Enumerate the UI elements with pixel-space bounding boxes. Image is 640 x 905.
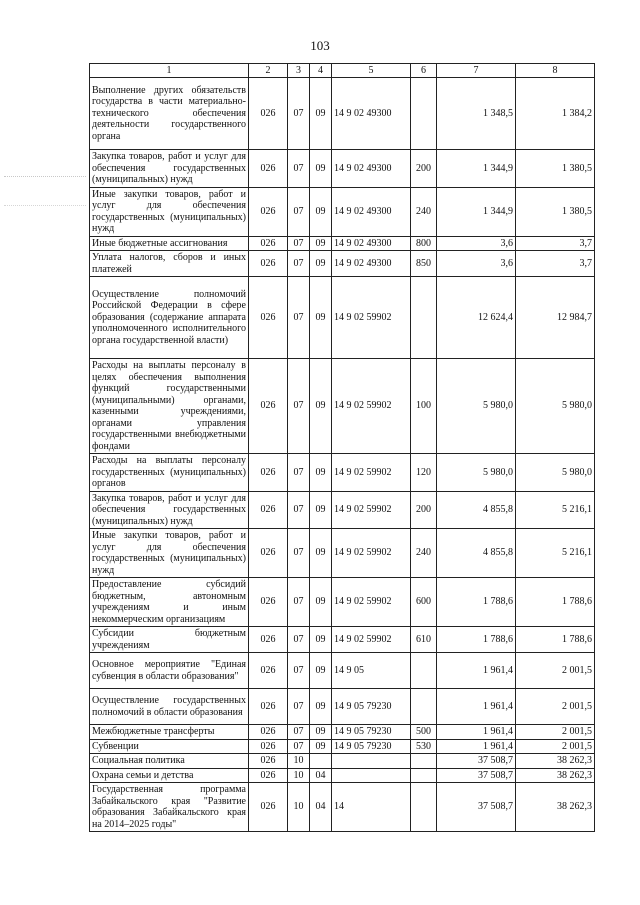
cell-amount-col8: 1 788,6 <box>516 627 595 653</box>
cell-admin-code: 026 <box>249 359 288 454</box>
cell-amount-col8: 2 001,5 <box>516 689 595 725</box>
cell-subsection: 09 <box>310 725 332 740</box>
cell-item-name: Иные закупки товаров, работ и услуг для обеспечения государственных (муниципальных) нужд <box>90 187 249 236</box>
cell-target-article: 14 9 02 59902 <box>332 277 411 359</box>
cell-expense-type <box>411 653 437 689</box>
cell-admin-code: 026 <box>249 725 288 740</box>
cell-section: 07 <box>288 627 310 653</box>
table-row <box>90 783 595 832</box>
cell-subsection: 09 <box>310 187 332 236</box>
table-row <box>90 578 595 627</box>
cell-admin-code: 026 <box>249 754 288 769</box>
cell-amount-col7: 1 961,4 <box>437 653 516 689</box>
cell-expense-type <box>411 277 437 359</box>
cell-item-name: Иные бюджетные ассигнования <box>90 236 249 251</box>
table-row <box>90 236 595 251</box>
cell-amount-col7: 3,6 <box>437 236 516 251</box>
cell-item-name: Основное мероприятие "Единая субвенция в области образования" <box>90 653 249 689</box>
table-row <box>90 689 595 725</box>
cell-expense-type: 600 <box>411 578 437 627</box>
cell-expense-type: 850 <box>411 251 437 277</box>
budget-table <box>89 63 594 832</box>
cell-amount-col8: 2 001,5 <box>516 725 595 740</box>
cell-admin-code: 026 <box>249 627 288 653</box>
cell-amount-col8: 2 001,5 <box>516 653 595 689</box>
cell-subsection: 09 <box>310 236 332 251</box>
cell-section: 07 <box>288 725 310 740</box>
cell-section: 07 <box>288 251 310 277</box>
cell-item-name: Выполнение других обязательств государства в части материально-технического обеспечения деятельности государственного органа <box>90 78 249 150</box>
table-row <box>90 754 595 769</box>
cell-amount-col7: 12 624,4 <box>437 277 516 359</box>
column-header-7: 7 <box>437 64 516 78</box>
cell-item-name: Расходы на выплаты персоналу государственных (муниципальных) органов <box>90 454 249 492</box>
column-header-3: 3 <box>288 64 310 78</box>
cell-amount-col7: 1 788,6 <box>437 627 516 653</box>
cell-amount-col7: 1 961,4 <box>437 725 516 740</box>
cell-section: 07 <box>288 277 310 359</box>
cell-subsection: 04 <box>310 783 332 832</box>
scan-artifact-dots <box>4 176 86 177</box>
cell-amount-col8: 38 262,3 <box>516 783 595 832</box>
table-row <box>90 150 595 188</box>
cell-expense-type <box>411 689 437 725</box>
cell-target-article: 14 9 05 79230 <box>332 725 411 740</box>
cell-amount-col7: 5 980,0 <box>437 454 516 492</box>
cell-section: 07 <box>288 236 310 251</box>
cell-subsection: 09 <box>310 627 332 653</box>
cell-amount-col8: 1 384,2 <box>516 78 595 150</box>
cell-admin-code: 026 <box>249 277 288 359</box>
cell-amount-col7: 1 344,9 <box>437 150 516 188</box>
cell-section: 07 <box>288 454 310 492</box>
table-body <box>90 78 595 832</box>
cell-expense-type: 100 <box>411 359 437 454</box>
cell-subsection: 09 <box>310 491 332 529</box>
cell-admin-code: 026 <box>249 529 288 578</box>
cell-amount-col7: 3,6 <box>437 251 516 277</box>
column-header-4: 4 <box>310 64 332 78</box>
cell-amount-col8: 5 980,0 <box>516 359 595 454</box>
cell-expense-type: 240 <box>411 187 437 236</box>
table-row <box>90 491 595 529</box>
cell-expense-type: 800 <box>411 236 437 251</box>
cell-section: 07 <box>288 187 310 236</box>
cell-item-name: Закупка товаров, работ и услуг для обеспечения государственных (муниципальных) нужд <box>90 491 249 529</box>
cell-admin-code: 026 <box>249 491 288 529</box>
cell-subsection: 09 <box>310 739 332 754</box>
cell-expense-type: 610 <box>411 627 437 653</box>
cell-target-article: 14 9 02 49300 <box>332 78 411 150</box>
cell-expense-type <box>411 78 437 150</box>
cell-section: 07 <box>288 78 310 150</box>
column-header-1: 1 <box>90 64 249 78</box>
cell-section: 07 <box>288 491 310 529</box>
table-row <box>90 454 595 492</box>
cell-section: 10 <box>288 783 310 832</box>
cell-amount-col8: 38 262,3 <box>516 754 595 769</box>
cell-subsection: 09 <box>310 277 332 359</box>
cell-amount-col7: 4 855,8 <box>437 529 516 578</box>
cell-subsection: 09 <box>310 359 332 454</box>
column-header-2: 2 <box>249 64 288 78</box>
table-row <box>90 187 595 236</box>
table-row <box>90 359 595 454</box>
table-row <box>90 277 595 359</box>
cell-amount-col8: 5 216,1 <box>516 529 595 578</box>
table-row <box>90 78 595 150</box>
scan-artifact-dots <box>4 205 86 206</box>
table-row <box>90 739 595 754</box>
cell-expense-type: 530 <box>411 739 437 754</box>
cell-item-name: Осуществление полномочий Российской Федерации в сфере образования (содержание аппарата уполномоченного исполнительного органа государственной власти) <box>90 277 249 359</box>
cell-target-article: 14 9 02 49300 <box>332 251 411 277</box>
cell-admin-code: 026 <box>249 78 288 150</box>
cell-section: 07 <box>288 529 310 578</box>
table-row <box>90 529 595 578</box>
cell-amount-col8: 1 788,6 <box>516 578 595 627</box>
column-header-6: 6 <box>411 64 437 78</box>
cell-amount-col7: 1 961,4 <box>437 739 516 754</box>
cell-expense-type <box>411 783 437 832</box>
cell-amount-col8: 2 001,5 <box>516 739 595 754</box>
cell-target-article: 14 9 02 49300 <box>332 150 411 188</box>
cell-admin-code: 026 <box>249 236 288 251</box>
cell-expense-type: 240 <box>411 529 437 578</box>
cell-item-name: Межбюджетные трансферты <box>90 725 249 740</box>
cell-admin-code: 026 <box>249 150 288 188</box>
cell-target-article <box>332 768 411 783</box>
cell-expense-type <box>411 768 437 783</box>
cell-target-article: 14 9 02 49300 <box>332 236 411 251</box>
cell-section: 07 <box>288 150 310 188</box>
cell-expense-type: 500 <box>411 725 437 740</box>
cell-target-article: 14 9 02 59902 <box>332 454 411 492</box>
table-row <box>90 768 595 783</box>
cell-admin-code: 026 <box>249 251 288 277</box>
cell-subsection: 09 <box>310 529 332 578</box>
cell-item-name: Охрана семьи и детства <box>90 768 249 783</box>
cell-amount-col8: 3,7 <box>516 251 595 277</box>
cell-amount-col8: 12 984,7 <box>516 277 595 359</box>
cell-section: 07 <box>288 739 310 754</box>
cell-target-article: 14 9 05 79230 <box>332 689 411 725</box>
cell-subsection: 09 <box>310 653 332 689</box>
cell-amount-col8: 3,7 <box>516 236 595 251</box>
cell-expense-type <box>411 754 437 769</box>
cell-target-article: 14 9 02 59902 <box>332 529 411 578</box>
cell-admin-code: 026 <box>249 578 288 627</box>
cell-amount-col8: 1 380,5 <box>516 150 595 188</box>
cell-item-name: Субвенции <box>90 739 249 754</box>
column-header-5: 5 <box>332 64 411 78</box>
table-row <box>90 627 595 653</box>
cell-amount-col7: 1 788,6 <box>437 578 516 627</box>
cell-admin-code: 026 <box>249 783 288 832</box>
cell-item-name: Расходы на выплаты персоналу в целях обеспечения выполнения функций государственными (муниципальными) органами, казенными учреждениями, органами управления государственными внебюджетными фондами <box>90 359 249 454</box>
cell-amount-col8: 5 216,1 <box>516 491 595 529</box>
cell-section: 07 <box>288 689 310 725</box>
table-header-row <box>90 64 595 78</box>
cell-section: 07 <box>288 359 310 454</box>
column-header-8: 8 <box>516 64 595 78</box>
cell-section: 10 <box>288 768 310 783</box>
cell-section: 10 <box>288 754 310 769</box>
cell-admin-code: 026 <box>249 454 288 492</box>
cell-admin-code: 026 <box>249 768 288 783</box>
cell-expense-type: 200 <box>411 150 437 188</box>
cell-amount-col7: 4 855,8 <box>437 491 516 529</box>
cell-subsection: 09 <box>310 251 332 277</box>
cell-amount-col8: 5 980,0 <box>516 454 595 492</box>
cell-amount-col7: 1 344,9 <box>437 187 516 236</box>
cell-subsection: 09 <box>310 578 332 627</box>
cell-subsection: 04 <box>310 768 332 783</box>
table-row <box>90 653 595 689</box>
cell-target-article: 14 9 05 <box>332 653 411 689</box>
cell-amount-col7: 37 508,7 <box>437 768 516 783</box>
cell-item-name: Закупка товаров, работ и услуг для обеспечения государственных (муниципальных) нужд <box>90 150 249 188</box>
cell-item-name: Субсидии бюджетным учреждениям <box>90 627 249 653</box>
table-row <box>90 725 595 740</box>
cell-amount-col7: 5 980,0 <box>437 359 516 454</box>
cell-item-name: Государственная программа Забайкальского края "Развитие образования Забайкальского края на 2014–2025 годы" <box>90 783 249 832</box>
table-row <box>90 251 595 277</box>
cell-admin-code: 026 <box>249 653 288 689</box>
cell-amount-col7: 1 348,5 <box>437 78 516 150</box>
cell-target-article: 14 9 02 59902 <box>332 627 411 653</box>
cell-amount-col7: 37 508,7 <box>437 754 516 769</box>
page-number: 103 <box>310 38 330 53</box>
cell-amount-col7: 1 961,4 <box>437 689 516 725</box>
cell-target-article: 14 9 02 59902 <box>332 359 411 454</box>
cell-subsection: 09 <box>310 454 332 492</box>
cell-amount-col8: 1 380,5 <box>516 187 595 236</box>
cell-expense-type: 120 <box>411 454 437 492</box>
cell-expense-type: 200 <box>411 491 437 529</box>
cell-subsection <box>310 754 332 769</box>
cell-admin-code: 026 <box>249 689 288 725</box>
cell-admin-code: 026 <box>249 187 288 236</box>
cell-item-name: Осуществление государственных полномочий в области образования <box>90 689 249 725</box>
cell-section: 07 <box>288 653 310 689</box>
cell-amount-col8: 38 262,3 <box>516 768 595 783</box>
cell-item-name: Предоставление субсидий бюджетным, автономным учреждениям и иным некоммерческим организациям <box>90 578 249 627</box>
cell-section: 07 <box>288 578 310 627</box>
cell-subsection: 09 <box>310 150 332 188</box>
cell-target-article <box>332 754 411 769</box>
cell-subsection: 09 <box>310 78 332 150</box>
cell-item-name: Социальная политика <box>90 754 249 769</box>
cell-target-article: 14 9 02 59902 <box>332 491 411 529</box>
cell-target-article: 14 <box>332 783 411 832</box>
cell-item-name: Иные закупки товаров, работ и услуг для обеспечения государственных (муниципальных) нужд <box>90 529 249 578</box>
cell-admin-code: 026 <box>249 739 288 754</box>
cell-item-name: Уплата налогов, сборов и иных платежей <box>90 251 249 277</box>
cell-amount-col7: 37 508,7 <box>437 783 516 832</box>
cell-target-article: 14 9 02 59902 <box>332 578 411 627</box>
cell-target-article: 14 9 02 49300 <box>332 187 411 236</box>
cell-subsection: 09 <box>310 689 332 725</box>
cell-target-article: 14 9 05 79230 <box>332 739 411 754</box>
